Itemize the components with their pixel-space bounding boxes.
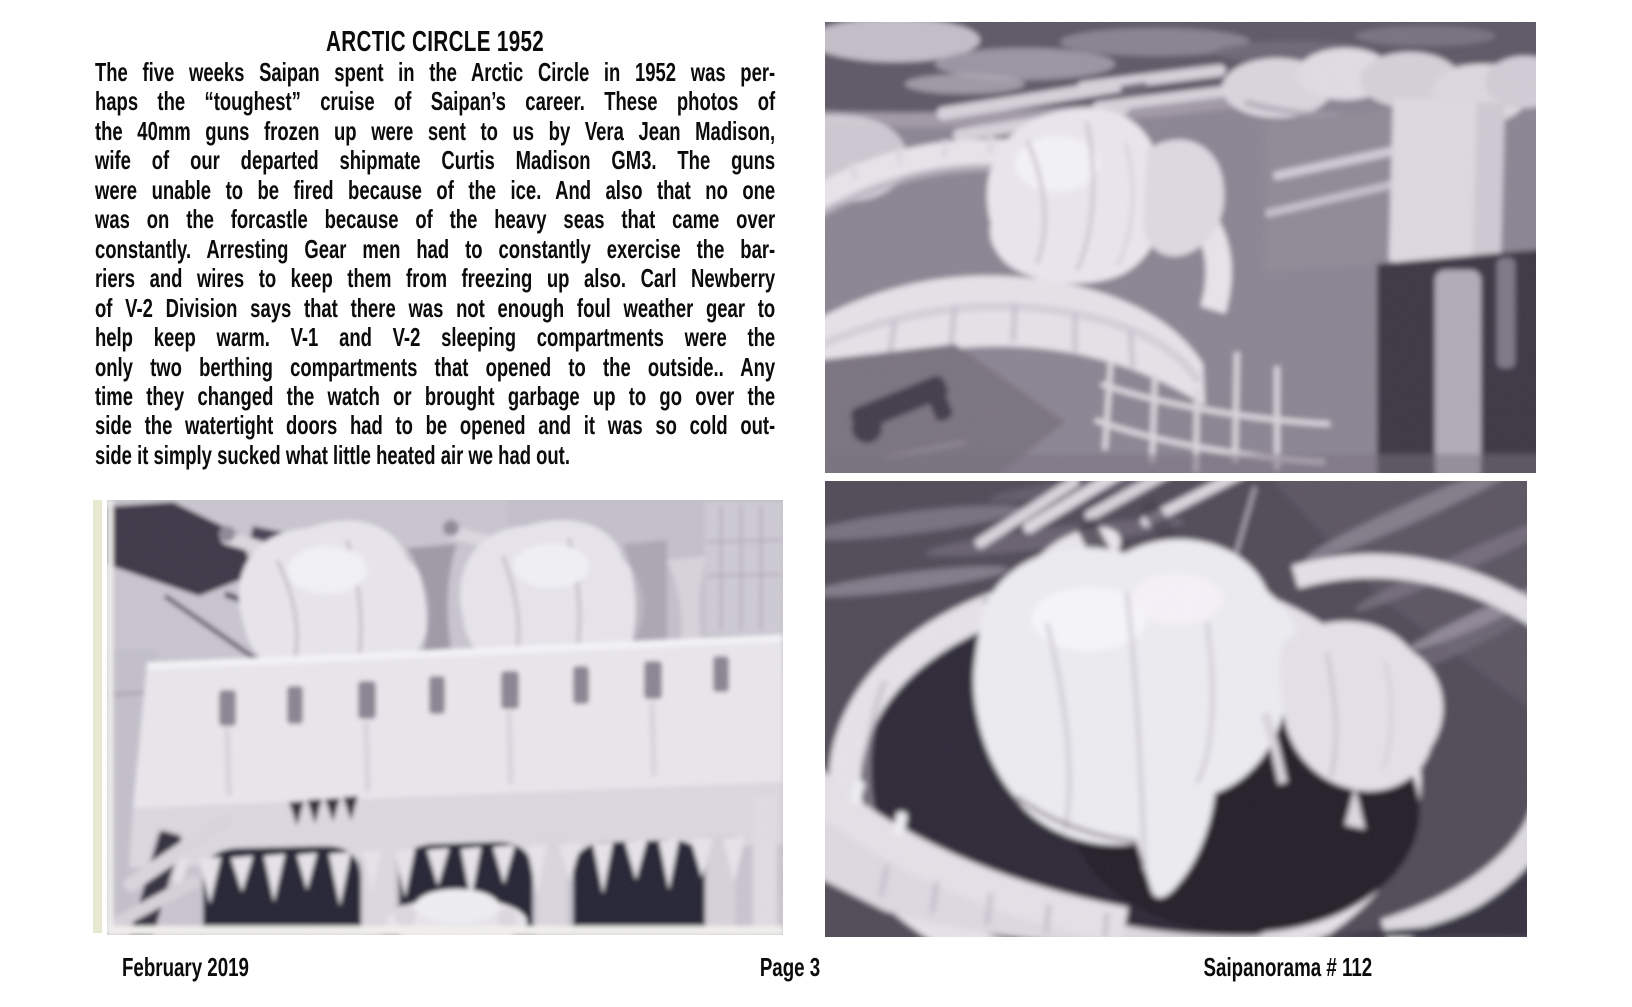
film-grain [107,500,783,935]
article-line: haps the “toughest” cruise of Saipan’s career. These photos of [95,86,776,117]
scan-artifact-strip [93,500,102,933]
article-title: ARCTIC CIRCLE 1952 [326,26,545,58]
photo-frozen-gun-tub-heavy-seas [825,22,1536,473]
article-line: help keep warm. V-1 and V-2 sleeping compartments were the [95,322,776,353]
article-line: riers and wires to keep them from freezing up also. Carl Newberry [95,263,776,294]
article [95,26,775,470]
footer-page-number: Page 3 [759,952,821,982]
film-grain [825,22,1536,473]
article-line: only two berthing compartments that opened to the outside.. Any [95,351,776,382]
article-line: constantly. Arresting Gear men had to constantly exercise the bar- [95,233,776,264]
article-line: the 40mm guns frozen up were sent to us by Vera Jean Madison, [95,115,776,146]
article-line: time they changed the watch or brought garbage up to go over the [95,380,776,411]
photo-frozen-quad-40mm-mounts-iced-bulkhead [107,500,783,935]
article-line: was on the forcastle because of the heavy seas that came over [95,204,776,235]
article-line: The five weeks Saipan spent in the Arctic Circle in 1952 was per- [95,57,776,87]
photo-ice-draped-gun-mount-closeup [825,481,1527,937]
article-line: side the watertight doors had to be opened and it was so cold out- [95,410,776,441]
film-grain [825,481,1527,937]
article-line: were unable to be fired because of the ice. And also that no one [95,174,776,205]
article-line: side it simply sucked what little heated air we had out. [95,439,570,470]
article-line: wife of our departed shipmate Curtis Madison GM3. The guns [95,145,776,176]
article-line: of V-2 Division says that there was not enough foul weather gear to [95,292,776,323]
footer-issue-date: February 2019 [122,952,249,982]
footer-issue-label: Saipanorama # 112 [1203,952,1372,982]
